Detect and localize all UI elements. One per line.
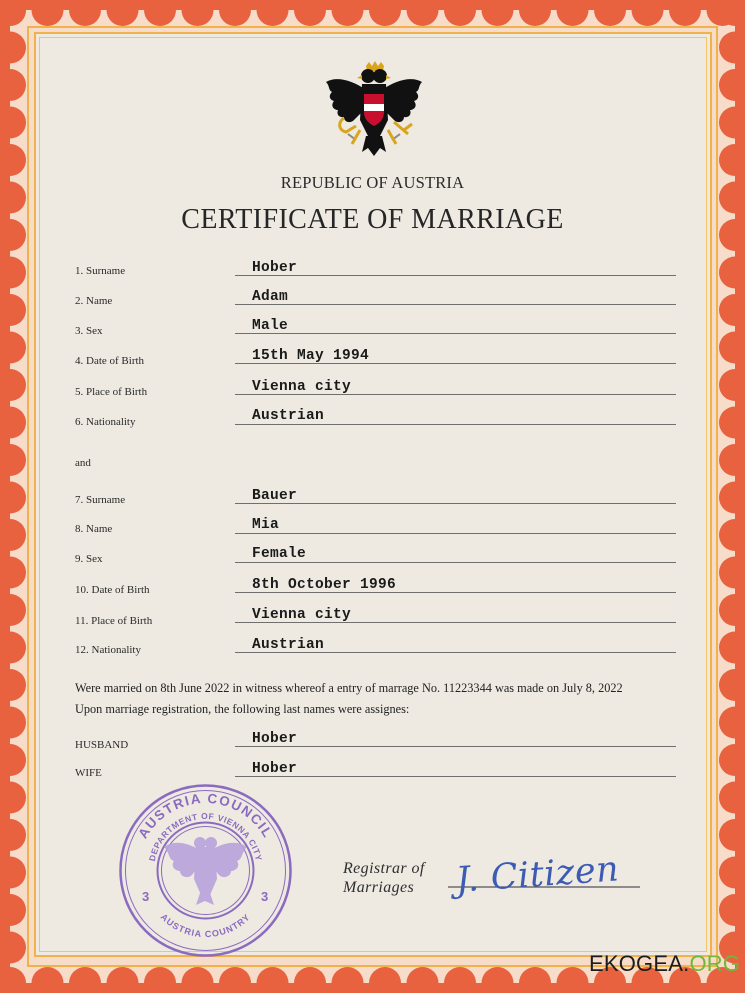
signature-text: J. Citizen [454, 849, 621, 901]
registrar-line-2: Marriages [343, 879, 415, 896]
surname-value: Bauer [252, 488, 298, 504]
surname-value: Hober [252, 260, 298, 276]
registrar-line-1: Registrar of [343, 860, 425, 877]
nationality-value: Austrian [252, 408, 325, 424]
surname-label: 1. Surname [75, 265, 126, 277]
place-of-birth-value: Vienna city [252, 379, 352, 395]
stamp-number-left: 3 [142, 889, 150, 904]
stamp-number-right: 3 [261, 889, 269, 904]
date-of-birth-value: 8th October 1996 [252, 577, 397, 593]
registrar-signature [448, 846, 648, 908]
svg-text:AUSTRIA COUNTRY [159, 912, 252, 939]
field-underline [235, 304, 676, 305]
field-underline [235, 652, 676, 653]
name-assignment-statement: Upon marriage registration, the following last names were assignes: [75, 702, 410, 716]
place-of-birth-value: Vienna city [252, 607, 352, 623]
name-label: 2. Name [75, 295, 113, 307]
wife-assigned-name: Hober [252, 761, 298, 777]
marriage-statement: Were married on 8th June 2022 in witness whereof a entry of marrage No. 11223344 was made on July 8, 2022 [75, 681, 623, 695]
wife-label: WIFE [75, 767, 102, 779]
registrar-title [343, 859, 425, 897]
sex-label: 3. Sex [75, 325, 103, 337]
field-underline [235, 394, 676, 395]
field-underline [235, 424, 676, 425]
field-underline [235, 746, 676, 747]
austrian-eagle-emblem-icon [322, 60, 426, 164]
date-of-birth-value: 15th May 1994 [252, 348, 370, 364]
stamp-eagle-icon [164, 837, 247, 905]
stamp-top-text: AUSTRIA COUNCIL [135, 790, 276, 841]
issuing-country: REPUBLIC OF AUSTRIA [280, 173, 465, 192]
field-underline [235, 776, 676, 777]
surname-label: 7. Surname [75, 494, 126, 506]
husband-label: HUSBAND [75, 739, 129, 751]
name-label: 8. Name [75, 523, 113, 535]
watermark-part-1: EKOGEA. [589, 951, 690, 976]
nationality-value: Austrian [252, 637, 325, 653]
field-underline [235, 622, 676, 623]
date-of-birth-label: 4. Date of Birth [75, 355, 145, 367]
field-underline [235, 533, 676, 534]
stamp-bottom-text: AUSTRIA COUNTRY [158, 911, 253, 940]
field-underline [235, 363, 676, 364]
place-of-birth-label: 5. Place of Birth [75, 386, 148, 398]
and-connector: and [75, 457, 91, 469]
sex-label: 9. Sex [75, 553, 103, 565]
stamp-inner-text: DEPARTMENT OF VIENNA CITY [146, 810, 265, 863]
official-seal-stamp [118, 783, 293, 958]
nationality-label: 12. Nationality [75, 644, 141, 656]
field-underline [235, 562, 676, 563]
watermark-part-2: ORG [689, 951, 741, 976]
field-underline [235, 592, 676, 593]
field-underline [235, 333, 676, 334]
sex-value: Female [252, 546, 307, 562]
nationality-label: 6. Nationality [75, 416, 136, 428]
sex-value: Male [252, 318, 289, 334]
name-value: Adam [252, 289, 289, 305]
watermark [589, 951, 740, 977]
page-title: CERTIFICATE OF MARRIAGE [181, 204, 564, 235]
date-of-birth-label: 10. Date of Birth [75, 584, 150, 596]
field-underline [235, 503, 676, 504]
field-underline [235, 275, 676, 276]
husband-assigned-name: Hober [252, 731, 298, 747]
place-of-birth-label: 11. Place of Birth [75, 615, 153, 627]
name-value: Mia [252, 517, 280, 533]
